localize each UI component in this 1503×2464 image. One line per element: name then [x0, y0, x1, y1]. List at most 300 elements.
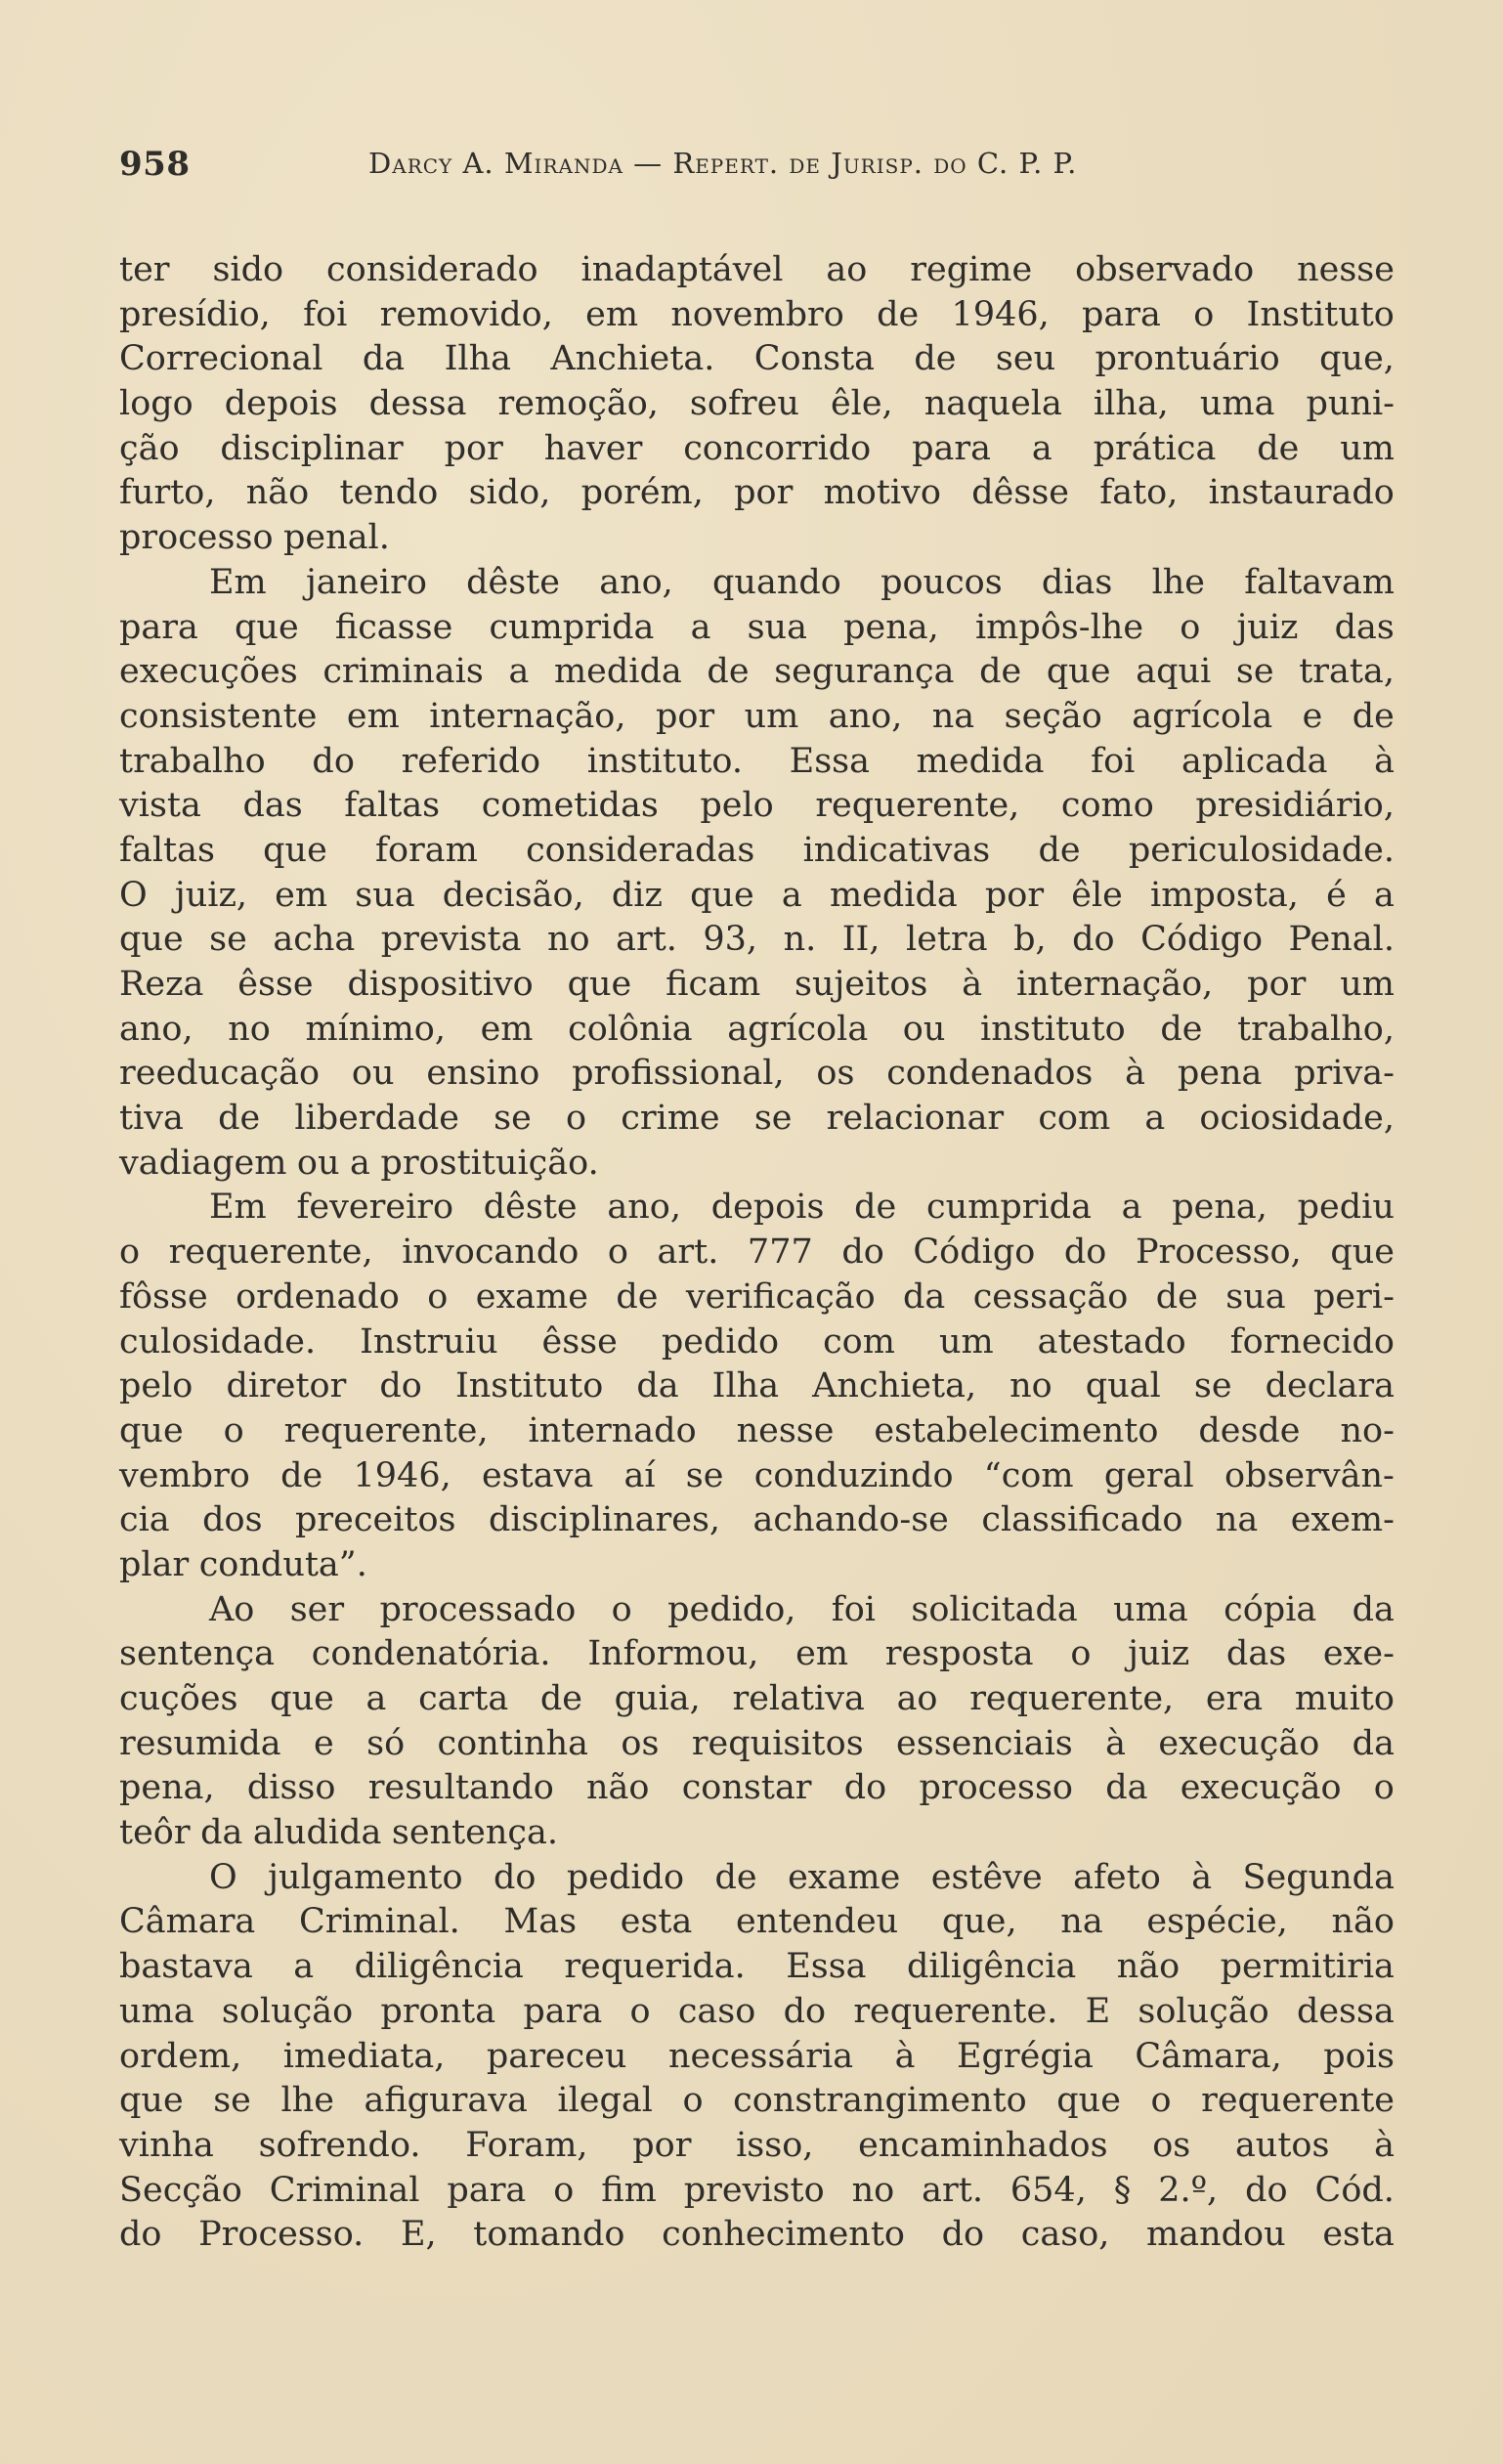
text-line — [119, 248, 1395, 293]
word: Câmara — [119, 1902, 256, 1942]
word: a — [1031, 428, 1052, 468]
word: a — [365, 1679, 387, 1718]
word: para — [447, 2170, 527, 2210]
word: seu — [995, 339, 1056, 379]
word: permitiria — [1220, 1947, 1395, 1987]
word: no — [546, 920, 590, 960]
word: vinha — [119, 2125, 214, 2165]
word: teôr — [119, 1813, 191, 1853]
word: exame — [788, 1857, 901, 1897]
word: peri- — [1313, 1276, 1395, 1317]
word: não — [1116, 1947, 1181, 1987]
word: dias — [1041, 562, 1113, 602]
word: do — [119, 2215, 162, 2255]
word: qual — [1085, 1366, 1161, 1406]
word: do — [1245, 2170, 1288, 2210]
word: Em — [209, 562, 267, 602]
text-line — [119, 1275, 1395, 1320]
word: relacionar — [826, 1099, 1005, 1139]
word: previsto — [683, 2170, 825, 2210]
word: atestado — [1037, 1321, 1186, 1362]
paragraph — [119, 1186, 1395, 1587]
word: § — [1113, 2170, 1132, 2210]
text-line — [119, 516, 1395, 561]
word: no — [851, 2170, 895, 2210]
word: afeto — [1073, 1857, 1161, 1897]
word: medida — [829, 875, 958, 915]
word: por — [444, 428, 503, 468]
word: ou — [902, 1009, 946, 1049]
word: requerente, — [815, 786, 1020, 826]
word: de — [714, 1857, 757, 1897]
text-line — [119, 2169, 1395, 2214]
paragraph — [119, 248, 1395, 561]
word: 777 — [747, 1232, 813, 1273]
word: culosidade. — [119, 1321, 317, 1362]
word: se — [753, 1099, 793, 1139]
word: a — [350, 1143, 370, 1183]
word: se — [209, 920, 247, 960]
text-line — [119, 874, 1395, 919]
word: estabelecimento — [874, 1410, 1159, 1450]
word: foram — [375, 830, 478, 870]
word: tomando — [473, 2215, 625, 2255]
word: de — [1038, 830, 1081, 870]
word: pedido — [661, 1321, 780, 1362]
word: que — [119, 1410, 184, 1450]
word: ano, — [828, 696, 903, 736]
word: reeducação — [119, 1054, 321, 1094]
word: que — [119, 2081, 184, 2121]
word: Penal. — [1288, 920, 1395, 960]
word: Correcional — [119, 339, 323, 379]
word: consideradas — [526, 830, 755, 870]
word: O — [119, 875, 148, 915]
word: diretor — [226, 1366, 347, 1406]
word: internado — [528, 1410, 697, 1450]
word: se — [1193, 1366, 1232, 1406]
word: Essa — [789, 741, 870, 781]
word: solução — [1138, 1991, 1269, 2031]
word: pediu — [1297, 1188, 1395, 1228]
text-line — [119, 337, 1395, 382]
word: remoção, — [497, 384, 659, 424]
word: necessária — [667, 2036, 854, 2076]
text-line — [119, 1052, 1395, 1097]
word: à — [1374, 741, 1395, 781]
word: êsse — [237, 965, 314, 1004]
word: profissional, — [572, 1054, 785, 1094]
word: continha — [437, 1723, 588, 1763]
text-line — [119, 1632, 1395, 1677]
word: da — [1105, 1768, 1148, 1808]
word: a — [690, 607, 711, 647]
word: pois — [1323, 2036, 1395, 2076]
word: condenatória. — [311, 1634, 551, 1674]
word: medida — [553, 652, 682, 692]
word: como — [1060, 786, 1154, 826]
word: pena, — [1172, 1188, 1267, 1228]
word: bastava — [119, 1947, 253, 1987]
word: tendo — [339, 473, 439, 513]
word: ano, — [599, 562, 673, 602]
word: ao — [826, 250, 868, 289]
word: com — [823, 1321, 895, 1362]
page-header — [119, 145, 1399, 194]
word: é — [1326, 875, 1347, 915]
word: aplicada — [1181, 741, 1328, 781]
word: art. — [657, 1232, 719, 1273]
word: para — [912, 428, 991, 468]
word: requerente, — [969, 1679, 1175, 1718]
word: exem- — [1290, 1500, 1395, 1540]
word: Instituto — [454, 1366, 604, 1406]
word: poucos — [880, 562, 1003, 602]
word: Anchieta, — [812, 1366, 977, 1406]
word: requerente, — [283, 1410, 489, 1450]
word: novembro — [670, 294, 844, 334]
word: lhe — [1151, 562, 1206, 602]
word: a — [293, 1947, 315, 1987]
word: ilha, — [1093, 384, 1169, 424]
word: espécie, — [1146, 1902, 1288, 1942]
word: requerente, — [168, 1232, 373, 1273]
word: carta — [418, 1679, 509, 1718]
word: invocando — [402, 1232, 580, 1273]
paragraph — [119, 1588, 1395, 1856]
word: por — [734, 473, 794, 513]
word: o — [611, 1589, 632, 1629]
word: dêste — [466, 562, 560, 602]
word: de — [854, 1188, 897, 1228]
word: na — [1060, 1902, 1103, 1942]
word: a — [1144, 1099, 1166, 1139]
word: à — [1191, 1857, 1213, 1897]
word: nesse — [1297, 250, 1395, 289]
word: Em — [209, 1188, 267, 1228]
word: crime — [621, 1099, 720, 1139]
word: processo — [119, 518, 274, 558]
word: requerente — [1201, 2081, 1395, 2121]
word: não — [586, 1768, 650, 1808]
word: requerida. — [564, 1947, 746, 1987]
text-line — [119, 293, 1395, 338]
text-line — [119, 1364, 1395, 1409]
word: pena — [1177, 1054, 1263, 1094]
word: ficam — [666, 965, 761, 1004]
word: afigurava — [364, 2081, 528, 2121]
text-line — [119, 784, 1395, 829]
word: a — [1121, 1188, 1142, 1228]
word: conduzindo — [753, 1455, 954, 1495]
word: o — [1193, 294, 1215, 334]
word: periculosidade. — [1128, 830, 1395, 870]
text-line — [119, 2079, 1395, 2124]
word: de — [539, 1679, 582, 1718]
word: resumida — [119, 1723, 281, 1763]
word: do — [1063, 1232, 1107, 1273]
text-line — [119, 918, 1395, 963]
word: trabalho, — [1237, 1009, 1395, 1049]
word: indicativas — [802, 830, 991, 870]
word: instituto. — [586, 741, 743, 781]
word: Consta — [753, 339, 876, 379]
text-line — [119, 2035, 1395, 2080]
word: geral — [1103, 1455, 1194, 1495]
word: solução — [221, 1991, 354, 2031]
word: sua — [1225, 1276, 1286, 1317]
text-line — [119, 1543, 1395, 1588]
text-line — [119, 2213, 1395, 2258]
word: Cód. — [1314, 2170, 1395, 2210]
word: exame — [475, 1276, 588, 1317]
word: o — [565, 1099, 587, 1139]
word: para — [119, 607, 198, 647]
word: estava — [481, 1455, 594, 1495]
word: à — [962, 965, 983, 1004]
word: Egrégia — [956, 2036, 1094, 2076]
word: um — [744, 696, 799, 736]
word: um — [1340, 965, 1395, 1004]
word: para — [523, 1991, 603, 2031]
word: b, — [1013, 920, 1047, 960]
word: que, — [1319, 339, 1395, 379]
word: Secção — [119, 2170, 242, 2210]
word: esta — [620, 1902, 693, 1942]
word: à — [1374, 2125, 1395, 2165]
word: declara — [1265, 1366, 1395, 1406]
word: do — [379, 1366, 422, 1406]
word: a — [781, 875, 802, 915]
word: o — [1373, 1768, 1395, 1808]
word: verificação — [685, 1276, 876, 1317]
word: cópia — [1224, 1589, 1317, 1629]
word: quando — [712, 562, 841, 602]
word: consistente — [119, 696, 318, 736]
word: diligência — [354, 1947, 524, 1987]
word: Foram, — [465, 2125, 588, 2165]
word: juiz — [1236, 607, 1299, 647]
word: sujeitos — [794, 965, 928, 1004]
word: ociosidade, — [1199, 1099, 1395, 1139]
word: “com — [983, 1455, 1074, 1495]
word: seção — [1004, 696, 1102, 736]
word: êle, — [830, 384, 893, 424]
word: caso, — [1020, 2215, 1110, 2255]
word: dispositivo — [347, 965, 534, 1004]
word: para — [1082, 294, 1161, 334]
text-line — [119, 963, 1395, 1008]
word: em — [795, 1634, 849, 1674]
word: um — [938, 1321, 994, 1362]
text-line — [119, 1231, 1395, 1275]
word: os — [621, 1723, 660, 1763]
word: sofreu — [689, 384, 799, 424]
word: execução — [1158, 1723, 1320, 1763]
word: sofrendo. — [258, 2125, 421, 2165]
word: pena, — [119, 1768, 215, 1808]
word: acha — [273, 920, 356, 960]
word: agrícola — [727, 1009, 869, 1049]
word: do — [1072, 920, 1115, 960]
word: presidiário, — [1195, 786, 1395, 826]
word: de — [1257, 428, 1300, 468]
word: resposta — [884, 1634, 1034, 1674]
word: relativa — [732, 1679, 865, 1718]
word: do — [941, 2215, 985, 2255]
word: Código — [1140, 920, 1264, 960]
word: e — [314, 1723, 334, 1763]
word: dessa — [1296, 1991, 1395, 2031]
word: Criminal — [269, 2170, 420, 2210]
word: ção — [119, 428, 180, 468]
word: foi — [831, 1589, 876, 1629]
word: colônia — [568, 1009, 693, 1049]
word: que, — [941, 1902, 1017, 1942]
word: da — [903, 1276, 946, 1317]
word: que — [1056, 2081, 1121, 2121]
word: de — [616, 1276, 659, 1317]
word: se — [685, 1455, 724, 1495]
word: sido, — [468, 473, 551, 513]
word: decisão, — [442, 875, 584, 915]
word: sentença. — [391, 1813, 558, 1853]
word: essenciais — [896, 1723, 1073, 1763]
word: referido — [401, 741, 541, 781]
word: fato, — [1099, 473, 1179, 513]
word: êle — [1071, 875, 1123, 915]
text-line — [119, 1454, 1395, 1499]
word: de — [707, 652, 750, 692]
word: que — [270, 1679, 334, 1718]
word: o — [553, 2170, 575, 2210]
word: ano, — [607, 1188, 681, 1228]
word: uma — [1113, 1589, 1188, 1629]
text-line — [119, 1945, 1395, 1990]
word: de — [1160, 1009, 1203, 1049]
word: da — [1352, 1723, 1395, 1763]
word: foi — [303, 294, 348, 334]
word: das — [242, 786, 303, 826]
word: plar — [119, 1544, 190, 1584]
word: do — [843, 1768, 887, 1808]
word: faltavam — [1244, 562, 1395, 602]
word: aqui — [1136, 652, 1212, 692]
word: pena, — [843, 607, 939, 647]
word: disso — [246, 1768, 336, 1808]
word: observado — [1075, 250, 1255, 289]
word: trabalho — [119, 741, 266, 781]
word: depois — [224, 384, 338, 424]
word: fim — [601, 2170, 657, 2210]
word: encaminhados — [858, 2125, 1108, 2165]
page-number: 958 — [119, 145, 191, 184]
word: mínimo, — [305, 1009, 446, 1049]
word: concorrido — [683, 428, 872, 468]
text-line — [119, 382, 1395, 427]
word: o — [1180, 607, 1201, 647]
word: imediata, — [282, 2036, 446, 2076]
word: um — [1340, 428, 1395, 468]
word: execuções — [119, 652, 298, 692]
word: sua — [355, 875, 415, 915]
word: de — [280, 1455, 323, 1495]
word: e — [1302, 696, 1323, 736]
word: 1946, — [951, 294, 1050, 334]
word: os — [816, 1054, 855, 1094]
word: de — [914, 339, 957, 379]
word: Ilha — [711, 1366, 780, 1406]
word: Reza — [119, 965, 204, 1004]
word: pedido, — [667, 1589, 796, 1629]
word: era — [1205, 1679, 1264, 1718]
running-head: Darcy A. Miranda — Repert. de Jurisp. do C. P. P. — [368, 147, 1078, 180]
word: E, — [400, 2215, 437, 2255]
text-line — [119, 1142, 1395, 1187]
word: o — [1070, 1634, 1092, 1674]
word: da — [362, 339, 406, 379]
text-line — [119, 1990, 1395, 2035]
word: agrícola — [1132, 696, 1273, 736]
word: exe- — [1322, 1634, 1395, 1674]
word: resultando — [367, 1768, 554, 1808]
word: do — [841, 1232, 884, 1273]
word: a — [1373, 875, 1395, 915]
text-line — [119, 1900, 1395, 1945]
word: que — [263, 830, 327, 870]
word: disciplinar — [220, 428, 404, 468]
paragraph — [119, 1856, 1395, 2258]
word: logo — [119, 384, 193, 424]
word: puni- — [1306, 384, 1395, 424]
word: muito — [1294, 1679, 1395, 1718]
word: autos — [1234, 2125, 1330, 2165]
word: naquela — [923, 384, 1062, 424]
word: êsse — [541, 1321, 618, 1362]
paragraph — [119, 561, 1395, 1187]
word: processo — [919, 1768, 1073, 1808]
word: cuções — [119, 1679, 238, 1718]
word: priva- — [1294, 1054, 1395, 1094]
word: julgamento — [268, 1857, 463, 1897]
word: no- — [1340, 1410, 1395, 1450]
word: o — [1150, 2081, 1172, 2121]
word: por — [984, 875, 1045, 915]
word: aí — [623, 1455, 656, 1495]
word: se — [213, 2081, 251, 2121]
word: ter — [119, 250, 170, 289]
word: ordem, — [119, 2036, 242, 2076]
word: Processo, — [1135, 1232, 1302, 1273]
word: pronta — [380, 1991, 496, 2031]
word: não — [1331, 1902, 1395, 1942]
word: uma — [119, 1991, 194, 2031]
word: cometidas — [481, 786, 659, 826]
word: aludida — [252, 1813, 382, 1853]
word: removido, — [379, 294, 553, 334]
word: isso, — [736, 2125, 814, 2165]
word: internação, — [429, 696, 626, 736]
word: furto, — [119, 473, 216, 513]
word: guia, — [614, 1679, 701, 1718]
word: que — [1330, 1232, 1395, 1273]
text-line — [119, 561, 1395, 606]
word: da — [200, 1813, 243, 1853]
word: porém, — [580, 473, 704, 513]
word: da — [636, 1366, 679, 1406]
word: o — [427, 1276, 449, 1317]
word: de — [877, 294, 920, 334]
